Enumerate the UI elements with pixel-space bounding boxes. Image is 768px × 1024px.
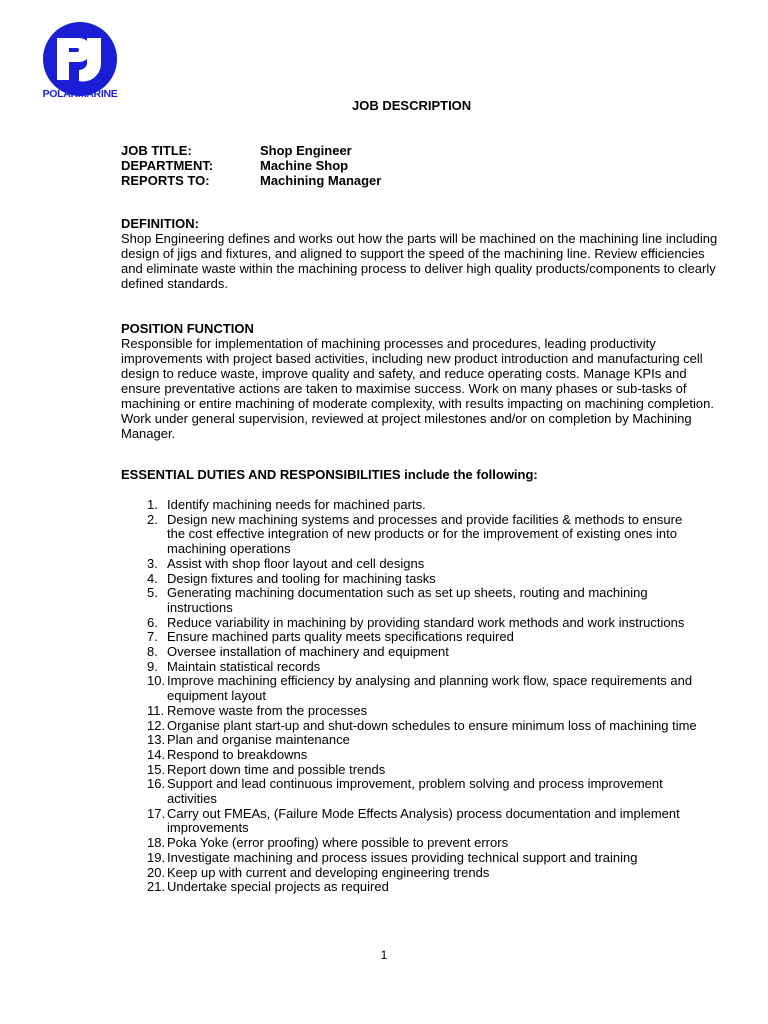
duty-text: Maintain statistical records — [167, 658, 321, 674]
duty-number: 15. — [147, 761, 166, 777]
duty-item — [121, 777, 701, 806]
duties-list — [121, 498, 701, 895]
duty-text: Ensure machined parts quality meets specifications required — [167, 629, 514, 645]
page-number: 1 — [380, 948, 388, 962]
duty-item — [121, 704, 701, 719]
duty-text: Carry out FMEAs, (Failure Mode Effects Analysis) process documentation and implement improvements — [167, 805, 680, 836]
duty-number: 19. — [147, 849, 166, 865]
duty-item — [121, 674, 701, 703]
duty-text: Investigate machining and process issues providing technical support and training — [167, 849, 638, 865]
duty-number: 4. — [147, 570, 158, 586]
definition-body: Shop Engineering defines and works out how the parts will be machined on the machining line including design of jigs and fixtures, and aligned to support the speed of the machining line. Review efficiencies and eliminate waste within the machining process to deliver high quality products/components to clearly defined standards. — [121, 231, 718, 291]
definition-heading: DEFINITION: — [121, 216, 199, 231]
duty-item — [121, 851, 701, 866]
logo-text: POLARMARINE — [42, 88, 118, 100]
duties-heading: ESSENTIAL DUTIES AND RESPONSIBILITIES include the following: — [121, 467, 538, 482]
duty-number: 7. — [147, 629, 158, 645]
position-function-body: Responsible for implementation of machining processes and procedures, leading productivity improvements with project based activities, including new product introduction and manufacturing cell design to reduce waste, improve quality and safety, and reduce operating costs. Manage KPIs and ensure preventative actions are taken to maximise success. Work on many phases or sub-tasks of machining or entire machining of moderate complexity, with results impacting on machining completion. Work under general supervision, reviewed at project milestones and/or on completion by Machining Manager. — [121, 336, 714, 441]
duty-number: 21. — [147, 879, 166, 895]
meta-row-department — [121, 158, 381, 173]
duty-item — [121, 616, 701, 631]
duty-text: Poka Yoke (error proofing) where possible to prevent errors — [167, 835, 509, 851]
duty-text: Improve machining efficiency by analysing and planning work flow, space requirements and equipment layout — [167, 673, 693, 704]
meta-value: Shop Engineer — [260, 143, 352, 158]
duty-text: Plan and organise maintenance — [167, 732, 350, 748]
duty-number: 16. — [147, 776, 166, 792]
duty-text: Identify machining needs for machined parts. — [167, 497, 426, 512]
duty-number: 12. — [147, 717, 166, 733]
duty-number: 3. — [147, 555, 158, 571]
duty-number: 17. — [147, 805, 166, 821]
meta-row-reports-to — [121, 173, 381, 188]
duty-text: Report down time and possible trends — [167, 761, 386, 777]
position-function-heading: POSITION FUNCTION — [121, 321, 254, 336]
duty-item — [121, 719, 701, 734]
document-title: JOB DESCRIPTION — [352, 98, 472, 113]
duty-number: 11. — [147, 702, 165, 718]
position-function-section — [121, 321, 721, 441]
duty-item — [121, 630, 701, 645]
company-logo — [42, 22, 118, 102]
meta-label: REPORTS TO: — [121, 173, 210, 188]
duty-item — [121, 880, 701, 895]
meta-value: Machining Manager — [260, 173, 382, 188]
duty-text: Design fixtures and tooling for machining tasks — [167, 570, 436, 586]
duty-number: 18. — [147, 835, 166, 851]
job-meta — [121, 143, 381, 188]
duty-text: Support and lead continuous improvement, problem solving and process improvement activities — [167, 776, 663, 807]
duty-number: 9. — [147, 658, 158, 674]
duty-number: 8. — [147, 644, 158, 660]
meta-label: JOB TITLE: — [121, 143, 192, 158]
duty-number: 2. — [147, 511, 158, 527]
duty-number: 10. — [147, 673, 166, 689]
meta-row-job-title — [121, 143, 381, 158]
meta-label: DEPARTMENT: — [121, 158, 214, 173]
duty-item — [121, 763, 701, 778]
duty-number: 5. — [147, 585, 158, 601]
duty-text: Respond to breakdowns — [167, 746, 308, 762]
meta-value: Machine Shop — [260, 158, 349, 173]
duty-item — [121, 866, 701, 881]
duty-item — [121, 748, 701, 763]
duty-text: Generating machining documentation such as set up sheets, routing and machining instructions — [167, 585, 648, 615]
duty-number: 20. — [147, 864, 166, 880]
duty-text: Assist with shop floor layout and cell designs — [167, 555, 425, 571]
duty-item — [121, 586, 701, 615]
duty-text: Undertake special projects as required — [167, 879, 389, 895]
duty-item — [121, 645, 701, 660]
duty-text: Reduce variability in machining by providing standard work methods and work instructions — [167, 614, 685, 630]
duty-number: 1. — [147, 497, 158, 512]
duty-item — [121, 572, 701, 587]
duty-item — [121, 513, 701, 557]
duty-number: 13. — [147, 732, 166, 748]
duty-text: Remove waste from the processes — [167, 702, 368, 718]
duty-text: Keep up with current and developing engineering trends — [167, 864, 490, 880]
duty-item — [121, 660, 701, 675]
duty-item — [121, 733, 701, 748]
polarmarine-logo-mark — [43, 22, 117, 96]
duty-number: 6. — [147, 614, 158, 630]
definition-section — [121, 216, 721, 291]
duty-item — [121, 498, 701, 513]
duty-text: Design new machining systems and processes and provide facilities & methods to ensure the cost effective integration of new products or for the improvement of existing ones into machining operations — [167, 511, 683, 557]
duty-item — [121, 557, 701, 572]
duty-item — [121, 836, 701, 851]
duty-text: Oversee installation of machinery and equipment — [167, 644, 449, 660]
duty-item — [121, 807, 701, 836]
duty-text: Organise plant start-up and shut-down schedules to ensure minimum loss of machining time — [167, 717, 697, 733]
duty-number: 14. — [147, 746, 166, 762]
